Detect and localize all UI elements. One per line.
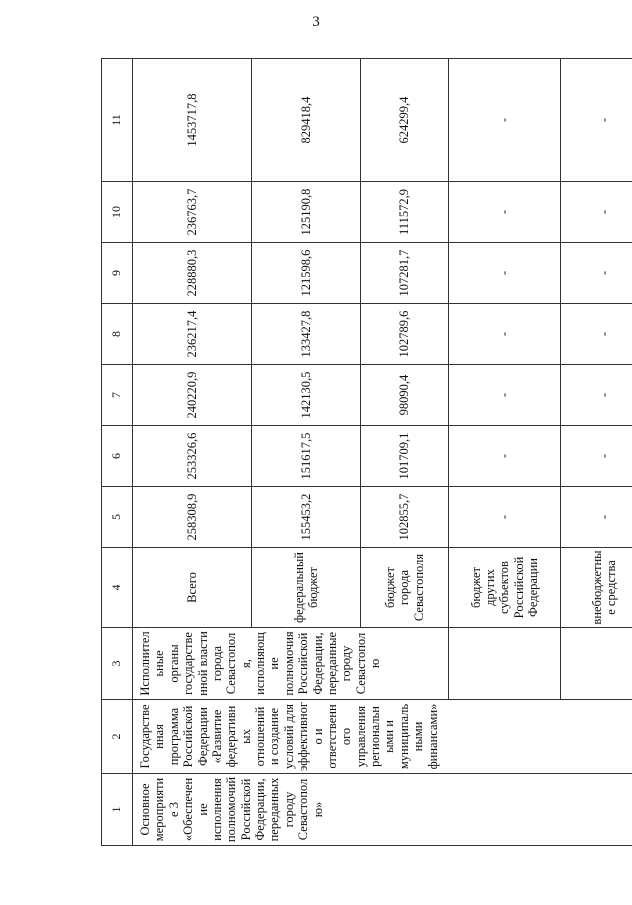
source-cell: внебюджетные средства bbox=[561, 548, 632, 628]
source-cell: бюджет других субъектов Российской Федерации bbox=[449, 548, 561, 628]
value-cell: - bbox=[449, 182, 561, 243]
value-cell: 155453,2 bbox=[252, 487, 361, 548]
value-cell: - bbox=[561, 59, 632, 182]
col-header: 11 bbox=[102, 59, 133, 182]
source-cell: бюджет города Севастополя bbox=[361, 548, 449, 628]
col-header: 3 bbox=[102, 628, 133, 700]
program-cell: Государственная программа Российской Федерации «Развитие федеративных отношений и создание условий для эффективного и ответственного управления региональными и муниципальными финансами» bbox=[133, 700, 632, 774]
col-header: 6 bbox=[102, 426, 133, 487]
value-cell: 151617,5 bbox=[252, 426, 361, 487]
value-cell: 121598,6 bbox=[252, 243, 361, 304]
value-cell: 133427,8 bbox=[252, 304, 361, 365]
value-cell: - bbox=[449, 243, 561, 304]
value-cell: 829418,4 bbox=[252, 59, 361, 182]
value-cell: 142130,5 bbox=[252, 365, 361, 426]
value-cell: 240220,9 bbox=[133, 365, 252, 426]
activity-cell: Основное мероприятие 3 «Обеспечение исполнения полномочий Российской Федерации, переданных городу Севастополю» bbox=[133, 774, 632, 846]
value-cell: 102855,7 bbox=[361, 487, 449, 548]
value-cell: - bbox=[561, 365, 632, 426]
value-cell: - bbox=[561, 426, 632, 487]
col-header: 4 bbox=[102, 548, 133, 628]
page-number: 3 bbox=[312, 14, 320, 30]
value-cell: 228880,3 bbox=[133, 243, 252, 304]
value-cell: - bbox=[561, 182, 632, 243]
col-header: 7 bbox=[102, 365, 133, 426]
col-header: 2 bbox=[102, 700, 133, 774]
col-header: 1 bbox=[102, 774, 133, 846]
value-cell: 624299,4 bbox=[361, 59, 449, 182]
col-header: 8 bbox=[102, 304, 133, 365]
value-cell: 258308,9 bbox=[133, 487, 252, 548]
value-cell: 111572,9 bbox=[361, 182, 449, 243]
value-cell: 101709,1 bbox=[361, 426, 449, 487]
col-header: 10 bbox=[102, 182, 133, 243]
value-cell: 1453717,8 bbox=[133, 59, 252, 182]
value-cell: - bbox=[561, 304, 632, 365]
col-header: 9 bbox=[102, 243, 133, 304]
value-cell: - bbox=[449, 487, 561, 548]
rotated-table-wrapper bbox=[101, 59, 618, 846]
value-cell: - bbox=[449, 426, 561, 487]
value-cell: 236763,7 bbox=[133, 182, 252, 243]
value-cell: 236217,4 bbox=[133, 304, 252, 365]
table-row bbox=[133, 59, 252, 846]
source-cell: Всего bbox=[133, 548, 252, 628]
value-cell: 125190,8 bbox=[252, 182, 361, 243]
col-header: 5 bbox=[102, 487, 133, 548]
value-cell: 253326,6 bbox=[133, 426, 252, 487]
value-cell: - bbox=[561, 487, 632, 548]
value-cell: 98090,4 bbox=[361, 365, 449, 426]
value-cell: - bbox=[449, 59, 561, 182]
executor-cell-empty bbox=[449, 628, 561, 700]
header-row bbox=[102, 59, 133, 846]
executor-cell: Исполнительные органы государственной власти города Севастополя, исполняющие полномочия Российской Федерации, переданные городу Севастополю bbox=[133, 628, 449, 700]
executor-cell-empty bbox=[561, 628, 632, 700]
budget-table bbox=[101, 58, 632, 846]
value-cell: - bbox=[449, 304, 561, 365]
value-cell: - bbox=[449, 365, 561, 426]
value-cell: - bbox=[561, 243, 632, 304]
source-cell: федеральный бюджет bbox=[252, 548, 361, 628]
value-cell: 102789,6 bbox=[361, 304, 449, 365]
value-cell: 107281,7 bbox=[361, 243, 449, 304]
